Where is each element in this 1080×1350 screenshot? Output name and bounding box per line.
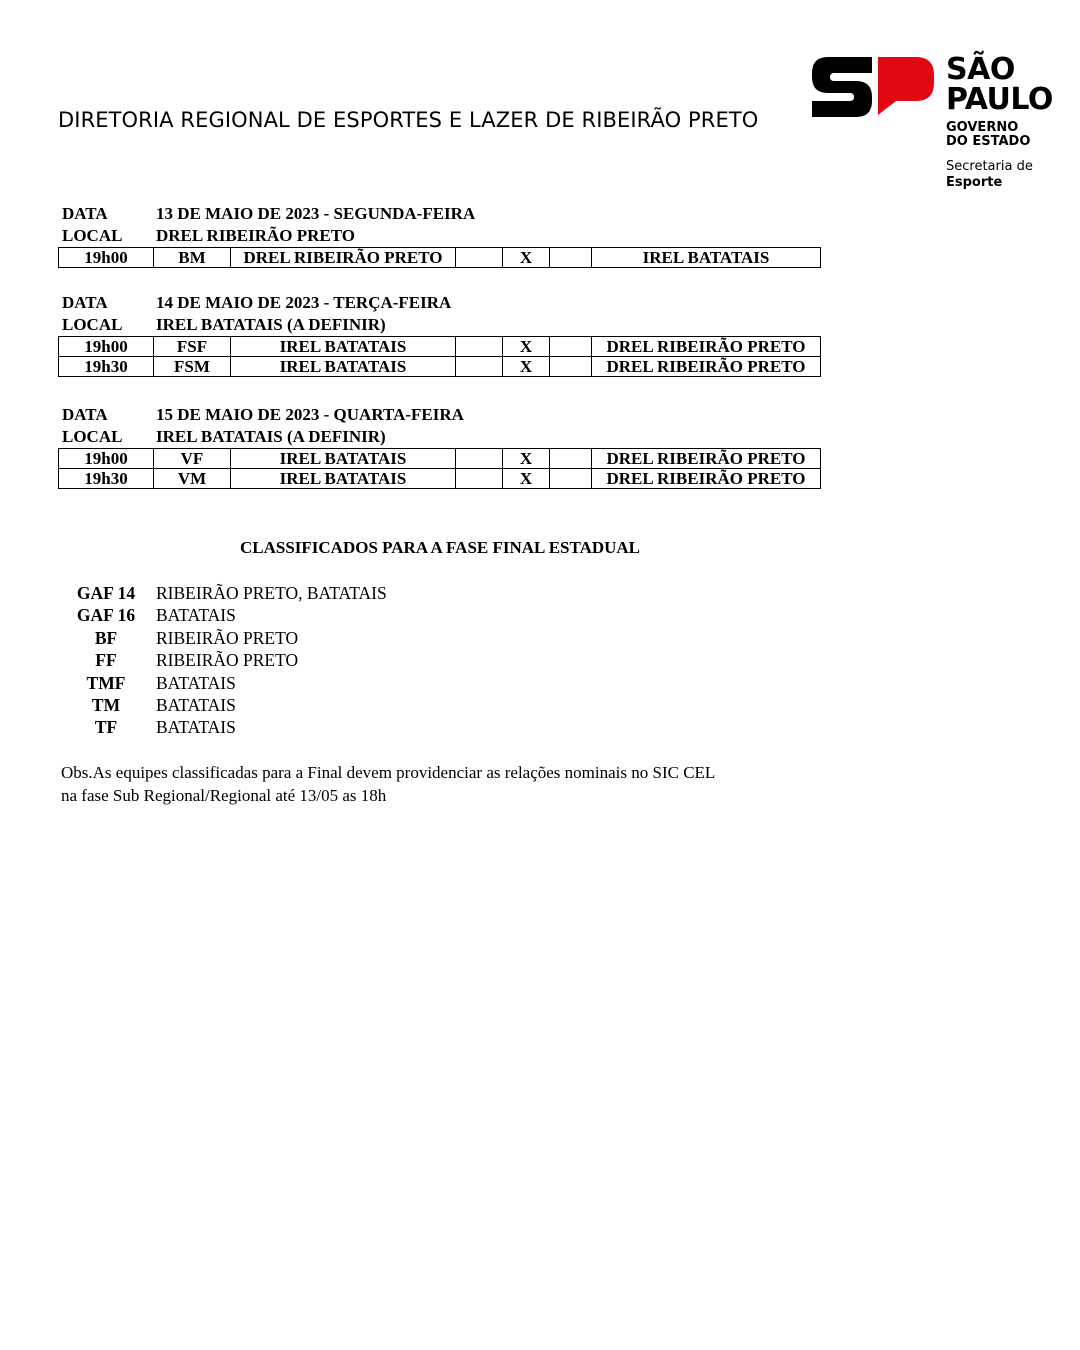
sp-logo-icon [812,57,942,119]
home-score [456,449,503,469]
away-team: IREL BATATAIS [592,248,821,268]
home-team: IREL BATATAIS [231,337,456,357]
game-category: FSM [154,357,231,377]
date-row [58,292,820,314]
qualified-teams: RIBEIRÃO PRETO [156,650,299,671]
qualified-teams: BATATAIS [156,694,236,715]
away-score [550,449,592,469]
away-team: DREL RIBEIRÃO PRETO [592,337,821,357]
game-time: 19h00 [59,337,154,357]
table-row [59,248,821,268]
game-time: 19h30 [59,357,154,377]
schedule-block-3 [58,404,820,489]
logo-secretaria: Secretaria de Esporte [946,159,1033,190]
local-row [58,225,820,247]
local-value: IREL BATATAIS (A DEFINIR) [156,427,386,446]
away-score [550,469,592,489]
qualified-teams: BATATAIS [156,605,236,626]
date-row [58,404,820,426]
home-score [456,337,503,357]
away-score [550,248,592,268]
games-table [58,247,821,268]
local-row [58,426,820,448]
table-row [59,357,821,377]
category-label: TF [94,717,118,738]
home-score [456,469,503,489]
table-row [59,337,821,357]
qualified-teams: RIBEIRÃO PRETO, BATATAIS [156,583,387,603]
category-label: GAF 16 [76,605,136,626]
local-label: LOCAL [62,315,123,334]
games-table [58,336,821,377]
versus: X [503,337,550,357]
date-label: DATA [62,405,108,424]
date-row [58,203,820,225]
date-label: DATA [62,293,108,312]
home-team: IREL BATATAIS [231,357,456,377]
game-time: 19h00 [59,248,154,268]
observation-line: Obs.As equipes classificadas para a Final devem providenciar as relações nominais no SIC CEL [61,763,716,782]
versus: X [503,248,550,268]
home-score [456,248,503,268]
away-score [550,357,592,377]
game-time: 19h00 [59,449,154,469]
category-label: TM [91,694,121,715]
away-team: DREL RIBEIRÃO PRETO [592,449,821,469]
versus: X [503,357,550,377]
local-label: LOCAL [62,427,123,446]
game-category: VM [154,469,231,489]
home-team: IREL BATATAIS [231,469,456,489]
observation-line: na fase Sub Regional/Regional até 13/05 as 18h [61,786,387,805]
home-team: IREL BATATAIS [231,449,456,469]
qualified-teams: BATATAIS [156,717,236,738]
schedule-block-2 [58,292,820,377]
game-category: VF [154,449,231,469]
category-label: GAF 14 [76,583,136,603]
away-team: DREL RIBEIRÃO PRETO [592,357,821,377]
qualified-teams: RIBEIRÃO PRETO [156,627,299,648]
versus: X [503,449,550,469]
qualified-teams: BATATAIS [156,672,236,693]
local-label: LOCAL [62,226,123,245]
game-category: FSF [154,337,231,357]
away-team: DREL RIBEIRÃO PRETO [592,469,821,489]
local-value: DREL RIBEIRÃO PRETO [156,226,356,245]
date-label: DATA [62,204,108,223]
date-value: 15 DE MAIO DE 2023 - QUARTA-FEIRA [156,405,464,424]
category-label: FF [95,650,117,671]
games-table [58,448,821,489]
table-row [59,469,821,489]
category-label: TMF [86,672,126,693]
table-row [59,449,821,469]
home-team: DREL RIBEIRÃO PRETO [231,248,456,268]
schedule-block-1 [58,203,820,268]
versus: X [503,469,550,489]
observation-note [61,761,821,807]
logo-wordmark: SÃO PAULO [946,52,1053,117]
logo-governo: GOVERNO DO ESTADO [946,120,1031,149]
page-title: DIRETORIA REGIONAL DE ESPORTES E LAZER DE RIBEIRÃO PRETO [58,108,759,132]
game-category: BM [154,248,231,268]
date-value: 14 DE MAIO DE 2023 - TERÇA-FEIRA [156,293,452,312]
game-time: 19h30 [59,469,154,489]
date-value: 13 DE MAIO DE 2023 - SEGUNDA-FEIRA [156,204,476,223]
home-score [456,357,503,377]
classificados-title: CLASSIFICADOS PARA A FASE FINAL ESTADUAL [239,538,641,557]
category-label: BF [94,627,118,648]
local-value: IREL BATATAIS (A DEFINIR) [156,315,386,334]
local-row [58,314,820,336]
away-score [550,337,592,357]
sao-paulo-logo [812,52,1062,195]
